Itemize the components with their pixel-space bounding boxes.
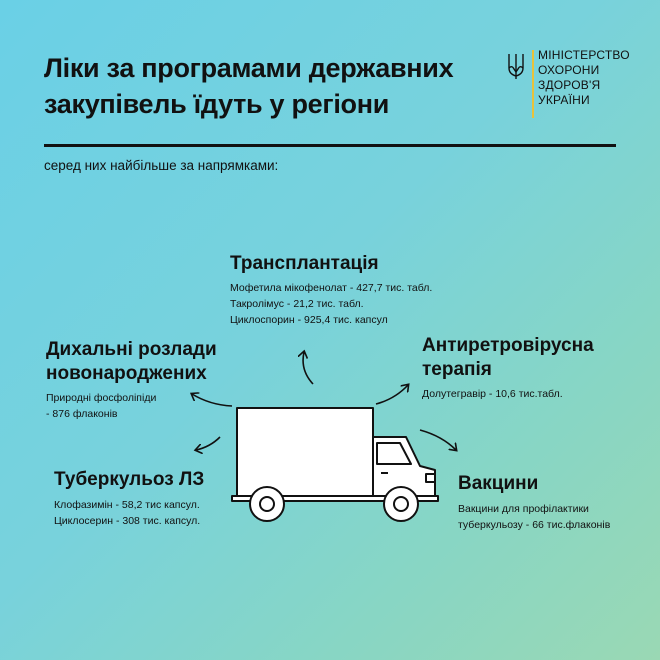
respiratory-title-line-1: Дихальні розлади bbox=[46, 339, 217, 360]
ministry-name-line-3: ЗДОРОВ'Я bbox=[538, 78, 601, 92]
antiretroviral-item-1: Долутегравір - 10,6 тис.табл. bbox=[422, 388, 563, 400]
truck-icon bbox=[230, 400, 442, 528]
antiretroviral-items bbox=[422, 386, 594, 402]
category-transplant bbox=[230, 252, 432, 328]
tuberculosis-item-1: Клофазимін - 58,2 тис капсул. bbox=[54, 499, 200, 511]
arrow-tuberculosis bbox=[196, 437, 220, 450]
transplant-item-3: Циклоспорин - 925,4 тис. капсул bbox=[230, 314, 388, 326]
vaccines-item-1: Вакцини для профілактики bbox=[458, 503, 589, 515]
respiratory-items bbox=[46, 390, 217, 422]
ministry-name-line-4: УКРАЇНИ bbox=[538, 93, 590, 107]
transplant-item-2: Такролімус - 21,2 тис. табл. bbox=[230, 298, 364, 310]
antiretroviral-title-line-1: Антиретровірусна bbox=[422, 335, 594, 356]
category-antiretroviral bbox=[422, 334, 594, 402]
vaccines-title: Вакцини bbox=[458, 473, 539, 494]
tuberculosis-items bbox=[54, 497, 204, 529]
transplant-item-1: Мофетила мікофенолат - 427,7 тис. табл. bbox=[230, 282, 433, 294]
transplant-title: Трансплантація bbox=[230, 253, 379, 274]
antiretroviral-title bbox=[422, 334, 594, 382]
ministry-name-line-2: ОХОРОНИ bbox=[538, 63, 600, 77]
title-line-2: закупівель їдуть у регіони bbox=[44, 89, 390, 119]
respiratory-title-line-2: новонароджених bbox=[46, 363, 207, 384]
ministry-name-line-1: МІНІСТЕРСТВО bbox=[538, 48, 630, 62]
category-respiratory bbox=[46, 338, 217, 422]
subtitle: серед них найбільше за напрямками: bbox=[44, 158, 279, 173]
tuberculosis-item-2: Циклосерин - 308 тис. капсул. bbox=[54, 515, 201, 527]
category-tuberculosis bbox=[54, 468, 204, 529]
arrow-transplant bbox=[303, 352, 313, 384]
transplant-items bbox=[230, 280, 432, 328]
category-vaccines bbox=[458, 472, 610, 533]
respiratory-item-1: Природні фосфоліпіди bbox=[46, 392, 157, 404]
title-line-1: Ліки за програмами державних bbox=[44, 53, 454, 83]
vaccines-item-2: туберкульозу - 66 тис.флаконів bbox=[458, 519, 611, 531]
respiratory-title bbox=[46, 338, 217, 386]
antiretroviral-title-line-2: терапія bbox=[422, 359, 492, 380]
respiratory-item-2: - 876 флаконів bbox=[46, 408, 118, 420]
vaccines-items bbox=[458, 501, 610, 533]
tuberculosis-title: Туберкульоз ЛЗ bbox=[54, 469, 205, 490]
